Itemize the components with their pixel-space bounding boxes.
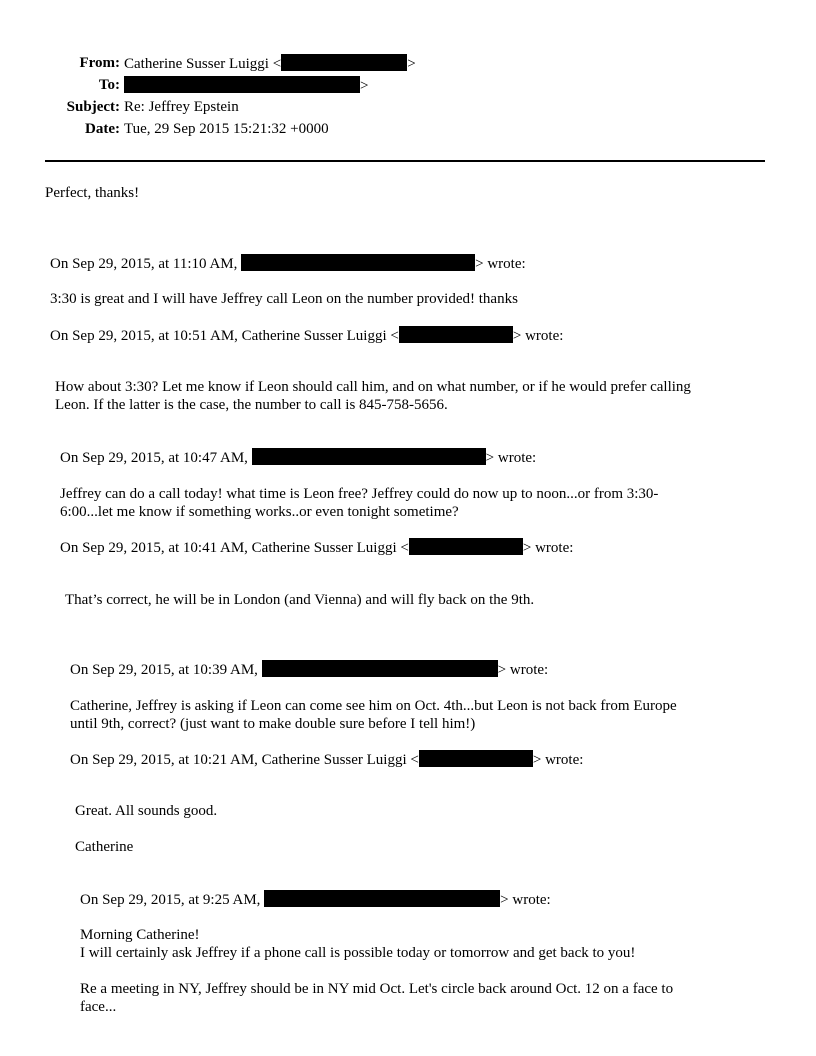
quote-header-lead: On Sep 29, 2015, at 9:25 AM,: [80, 892, 261, 908]
redaction-box: [262, 660, 498, 677]
quote-header-lead: On Sep 29, 2015, at 10:21 AM, Catherine Susser Luiggi <: [70, 752, 419, 768]
quote-header-tail: > wrote:: [522, 540, 574, 556]
redaction-box: [241, 254, 475, 271]
header-date-row: [0, 120, 816, 140]
quote-header-tail: > wrote:: [512, 328, 564, 344]
redaction-box: [409, 538, 523, 555]
quote-header-tail: > wrote:: [497, 662, 549, 678]
quote-header-lead: On Sep 29, 2015, at 10:39 AM,: [70, 662, 258, 678]
header-subject-row: [0, 98, 816, 118]
to-tail: >: [360, 78, 369, 94]
from-tail: >: [407, 56, 416, 72]
from-value: [124, 54, 416, 73]
redaction-box: [281, 54, 407, 71]
message-text-1: 3:30 is great and I will have Jeffrey call Leon on the number provided! thanks: [50, 291, 518, 307]
quote-header-tail: > wrote:: [485, 450, 537, 466]
to-label: To:: [98, 77, 120, 93]
message-text-7-line-1: Morning Catherine!: [80, 927, 200, 943]
subject-label: Subject:: [66, 99, 120, 115]
quote-header-1: [50, 254, 526, 273]
message-text-3-line-2: 6:00...let me know if something works..or even tonight sometime?: [60, 504, 459, 520]
subject-value: Re: Jeffrey Epstein: [124, 99, 239, 115]
redaction-box: [419, 750, 533, 767]
message-signature-6: Catherine: [75, 839, 134, 855]
header-from-row: [0, 54, 816, 74]
quote-header-lead: On Sep 29, 2015, at 11:10 AM,: [50, 256, 238, 272]
message-text-7-line-4: face...: [80, 999, 117, 1015]
quote-header-lead: On Sep 29, 2015, at 10:47 AM,: [60, 450, 248, 466]
quote-header-2: [50, 326, 563, 345]
message-text-2-line-1: How about 3:30? Let me know if Leon should call him, and on what number, or if he would prefer calling: [55, 379, 691, 395]
redaction-box: [399, 326, 513, 343]
date-label: Date:: [85, 121, 120, 137]
from-name: Catherine Susser Luiggi <: [124, 56, 282, 72]
date-value: Tue, 29 Sep 2015 15:21:32 +0000: [124, 121, 329, 137]
from-label: From:: [79, 55, 120, 71]
to-value: [124, 76, 368, 95]
quote-header-lead: On Sep 29, 2015, at 10:51 AM, Catherine Susser Luiggi <: [50, 328, 399, 344]
quote-header-5: [70, 660, 548, 679]
quote-header-6: [70, 750, 583, 769]
quote-header-3: [60, 448, 536, 467]
message-text-7-line-3: Re a meeting in NY, Jeffrey should be in NY mid Oct. Let's circle back around Oct. 12 on a face to: [80, 981, 674, 997]
message-text-5-line-1: Catherine, Jeffrey is asking if Leon can come see him on Oct. 4th...but Leon is not back from Europe: [70, 698, 677, 714]
redaction-box: [124, 76, 360, 93]
quote-header-tail: > wrote:: [500, 892, 551, 908]
header-to-row: [0, 76, 816, 96]
quote-header-tail: > wrote:: [475, 256, 526, 272]
message-text-3-line-1: Jeffrey can do a call today! what time is Leon free? Jeffrey could do now up to noon...or from 3:30-: [60, 486, 659, 502]
quote-header-7: [80, 890, 551, 909]
header-divider: [45, 160, 765, 162]
message-text-5-line-2: until 9th, correct? (just want to make double sure before I tell him!): [70, 716, 476, 732]
redaction-box: [252, 448, 486, 465]
quote-header-4: [60, 538, 573, 557]
reply-text: Perfect, thanks!: [45, 185, 140, 201]
message-text-7-line-2: I will certainly ask Jeffrey if a phone call is possible today or tomorrow and get back to you!: [80, 945, 636, 961]
message-text-4: That’s correct, he will be in London (and Vienna) and will fly back on the 9th.: [65, 592, 535, 608]
quote-header-lead: On Sep 29, 2015, at 10:41 AM, Catherine Susser Luiggi <: [60, 540, 409, 556]
message-text-6: Great. All sounds good.: [75, 803, 218, 819]
message-text-2-line-2: Leon. If the latter is the case, the number to call is 845-758-5656.: [55, 397, 448, 413]
quote-header-tail: > wrote:: [532, 752, 584, 768]
redaction-box: [264, 890, 500, 907]
